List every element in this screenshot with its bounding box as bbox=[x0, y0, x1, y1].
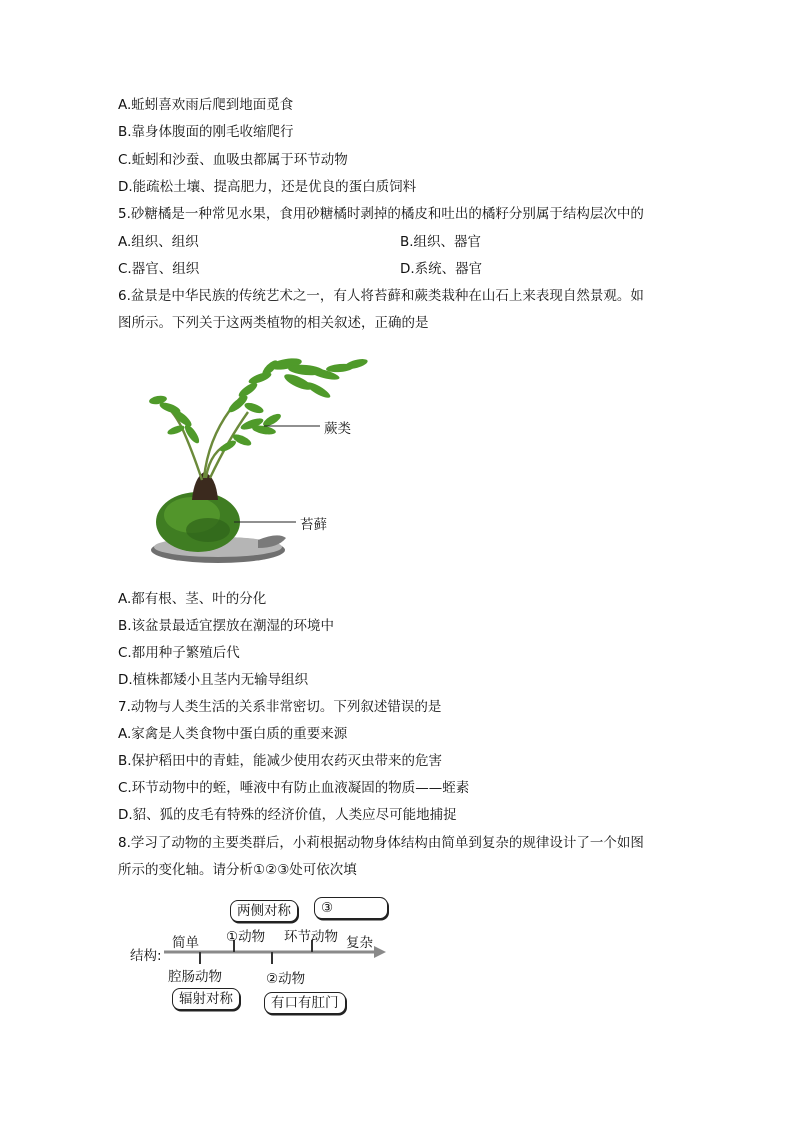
q5-option-c: C.器官、组织 bbox=[118, 261, 200, 277]
axis-label: 结构: bbox=[130, 948, 162, 964]
q5-option-d: D.系统、器官 bbox=[400, 261, 483, 277]
label-moss: 苔藓 bbox=[300, 517, 327, 533]
q5-option-row-1 bbox=[118, 232, 482, 252]
q5-option-row-2 bbox=[118, 259, 483, 279]
bubble-radial: 辐射对称 bbox=[172, 988, 240, 1010]
label-fern: 蕨类 bbox=[324, 421, 351, 437]
axis-above-2: 环节动物 bbox=[284, 929, 338, 945]
q5-option-a: A.组织、组织 bbox=[118, 234, 199, 250]
bubble-bilateral: 两侧对称 bbox=[230, 900, 298, 922]
q6-option-c: C.都用种子繁殖后代 bbox=[118, 645, 240, 661]
q7-option-a: A.家禽是人类食物中蛋白质的重要来源 bbox=[118, 726, 348, 742]
q6-option-d: D.植株都矮小且茎内无输导组织 bbox=[118, 672, 309, 688]
q5-stem: 5.砂糖橘是一种常见水果，食用砂糖橘时剥掉的橘皮和吐出的橘籽分别属于结构层次中的 bbox=[118, 206, 644, 222]
q4-option-a: A.蚯蚓喜欢雨后爬到地面觅食 bbox=[118, 97, 294, 113]
q4-option-c: C.蚯蚓和沙蚕、血吸虫都属于环节动物 bbox=[118, 152, 348, 168]
axis-arrow bbox=[374, 946, 386, 958]
q8-stem-line2: 所示的变化轴。请分析①②③处可依次填 bbox=[118, 862, 357, 878]
bonsai-figure bbox=[148, 350, 388, 575]
q6-stem-line1: 6.盆景是中华民族的传统艺术之一，有人将苔藓和蕨类栽种在山石上来表现自然景观。如 bbox=[118, 288, 644, 304]
axis-below-2: ②动物 bbox=[266, 971, 306, 987]
q4-option-d: D.能疏松土壤、提高肥力，还是优良的蛋白质饲料 bbox=[118, 179, 417, 195]
axis-below-1: 腔肠动物 bbox=[168, 969, 222, 985]
axis-above-1: ①动物 bbox=[226, 929, 266, 945]
moss-ball bbox=[156, 492, 240, 552]
q7-option-b: B.保护稻田中的青蛙，能减少使用农药灭虫带来的危害 bbox=[118, 753, 443, 769]
axis-complex: 复杂 bbox=[346, 935, 373, 951]
q4-option-b: B.靠身体腹面的刚毛收缩爬行 bbox=[118, 124, 294, 140]
q7-stem: 7.动物与人类生活的关系非常密切。下列叙述错误的是 bbox=[118, 699, 442, 715]
q7-option-c: C.环节动物中的蛭，唾液中有防止血液凝固的物质——蛭素 bbox=[118, 780, 470, 796]
bubble-3: ③ bbox=[314, 897, 388, 919]
q6-stem-line2: 图所示。下列关于这两类植物的相关叙述，正确的是 bbox=[118, 315, 429, 331]
q7-option-d: D.貂、狐的皮毛有特殊的经济价值，人类应尽可能地捕捉 bbox=[118, 807, 457, 823]
bubble-mouth-anus: 有口有肛门 bbox=[264, 992, 346, 1014]
q6-option-b: B.该盆景最适宜摆放在潮湿的环境中 bbox=[118, 618, 335, 634]
axis-simple: 简单 bbox=[172, 935, 199, 951]
q5-option-b: B.组织、器官 bbox=[400, 234, 482, 250]
q6-option-a: A.都有根、茎、叶的分化 bbox=[118, 591, 267, 607]
q8-stem-line1: 8.学习了动物的主要类群后，小莉根据动物身体结构由简单到复杂的规律设计了一个如图 bbox=[118, 835, 644, 851]
fern-fronds bbox=[148, 356, 368, 453]
